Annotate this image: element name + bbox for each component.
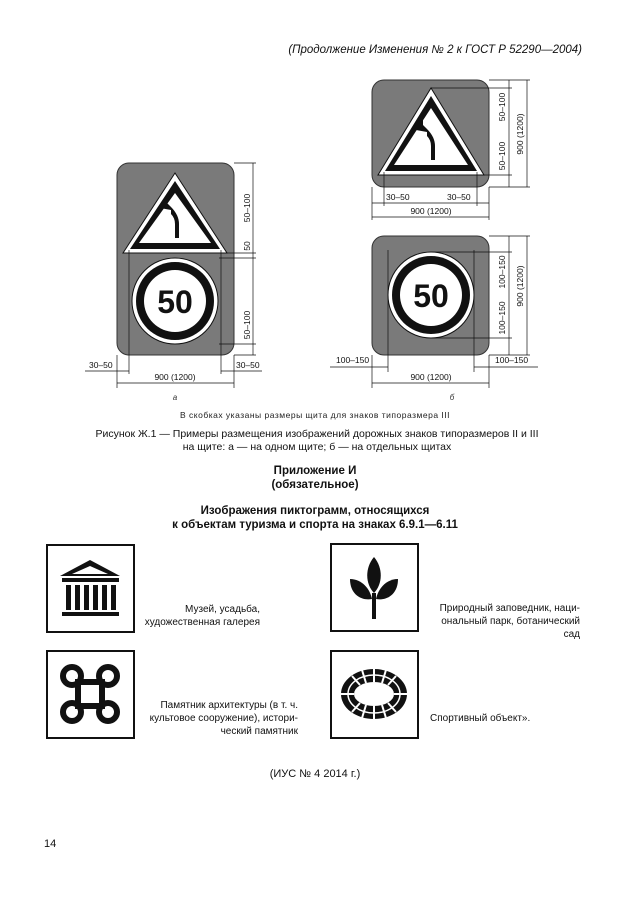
appendix-title-line2: (обязательное) [271, 479, 359, 491]
figure-label-a: а [172, 393, 178, 402]
appendix-heading-line1: Изображения пиктограмм, относящихся [200, 505, 430, 517]
dim-a-bottom: 50–100 [242, 310, 252, 340]
figure-caption: Рисунок Ж.1 — Примеры размещения изображений дорожных знаков типоразмеров II и III на щите: а — на одном щите; б — на отдельных щитах [95, 428, 539, 453]
dim-bbot-left: 100–150 [336, 355, 370, 365]
page-header: (Продолжение Изменения № 2 к ГОСТ Р 52290—2004) [288, 44, 582, 56]
pictogram-architecture-monument [46, 650, 135, 739]
dim-bbot-width: 900 (1200) [410, 372, 452, 382]
dim-bbot-height: 900 (1200) [515, 265, 525, 307]
pictogram-nature-reserve-label: Природный заповедник, наци- ональный парк, ботанический сад [439, 603, 580, 640]
page-number: 14 [44, 838, 57, 850]
dim-a-left: 30–50 [89, 360, 113, 370]
dim-a-top: 50–100 [242, 193, 252, 223]
pictogram-sports-facility-label: Спортивный объект». [430, 713, 531, 724]
appendix-title-line1: Приложение И [273, 465, 357, 477]
dim-btop-left: 30–50 [386, 192, 410, 202]
appendix-title [0, 464, 630, 492]
sign-b-top [372, 80, 530, 220]
dim-btop-width: 900 (1200) [410, 206, 452, 216]
dim-bbot-top: 100–150 [497, 255, 507, 289]
pictogram-sports-facility [330, 650, 419, 739]
figure-note: В скобках указаны размеры щита для знаков типоразмера III [180, 410, 450, 420]
figure-zh1 [0, 0, 630, 410]
speed-limit-value-b: 50 [413, 278, 449, 314]
pictogram-museum-label: Музей, усадьба, художественная галерея [144, 604, 260, 628]
nature-reserve-icon [332, 545, 417, 630]
dim-a-gap: 50 [242, 241, 252, 251]
pictogram-nature-reserve [330, 543, 419, 632]
pictogram-museum [46, 544, 135, 633]
architecture-monument-icon [48, 652, 133, 737]
dim-btop-right: 30–50 [447, 192, 471, 202]
figure-label-b: б [449, 393, 455, 402]
sign-a [85, 163, 262, 402]
dim-a-width: 900 (1200) [154, 372, 196, 382]
dim-bbot-right: 100–150 [495, 355, 529, 365]
sports-facility-icon [332, 652, 417, 737]
appendix-heading-line2: к объектам туризма и спорта на знаках 6.9.1—6.11 [172, 519, 458, 531]
pictogram-architecture-monument-label: Памятник архитектуры (в т. ч. культовое сооружение), истори- ческий памятник [149, 700, 298, 737]
sign-b-bottom [330, 236, 538, 402]
dim-btop-top: 50–100 [497, 92, 507, 122]
appendix-heading [0, 504, 630, 532]
speed-limit-value-a: 50 [157, 284, 193, 320]
dim-btop-height: 900 (1200) [515, 113, 525, 155]
footer-note: (ИУС № 4 2014 г.) [269, 768, 361, 780]
dim-a-right: 30–50 [236, 360, 260, 370]
dim-bbot-bottom: 100–150 [497, 301, 507, 335]
museum-icon [48, 546, 133, 631]
dim-btop-bottom: 50–100 [497, 141, 507, 171]
